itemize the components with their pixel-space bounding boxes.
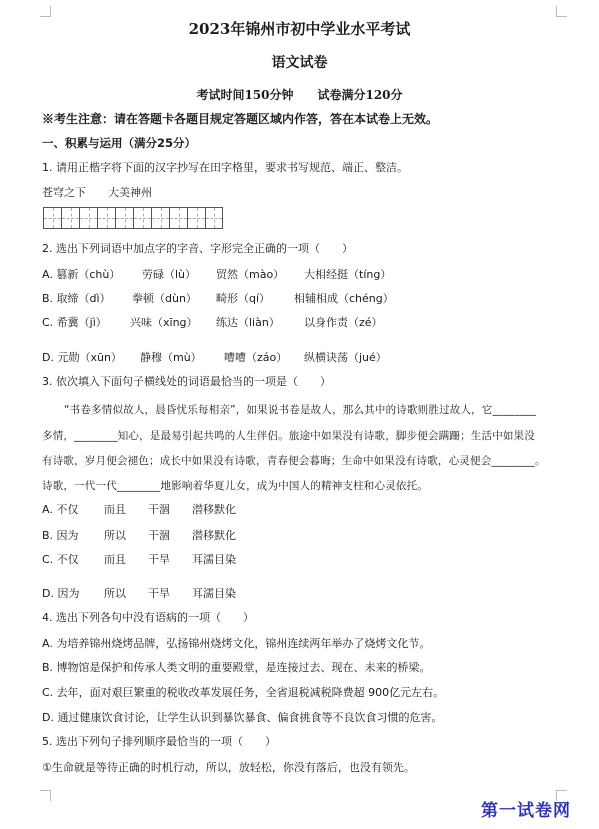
q2-option-a-4: 大相经挺（tíng）	[304, 268, 392, 281]
q2-option-d-2: 静穆（mù）	[140, 351, 202, 364]
q2-option-a-3: 贸然（mào）	[216, 268, 285, 281]
grid-cell[interactable]	[205, 207, 223, 229]
q2-option-c-4: 以身作责（zé）	[304, 316, 383, 329]
q3-option-d-1: D. 因为	[42, 587, 80, 600]
section-heading: 一、积累与运用（满分25分）	[42, 136, 197, 150]
q2-option-d-3: 嘈嘈（záo）	[224, 351, 288, 364]
q2-option-c-1: C. 希冀（jì）	[42, 316, 107, 329]
q3-option-a-1: A. 不仅	[42, 503, 79, 516]
exam-info: 考试时间150分钟 试卷满分120分	[196, 88, 403, 102]
q2-option-b-2: 拳顿（dùn）	[132, 292, 197, 305]
q2-option-d-4: 纵横诀荡（jué）	[304, 351, 387, 364]
q3-option-b-1: B. 因为	[42, 529, 79, 542]
q3-option-a-2: 而且	[104, 503, 126, 516]
q3-passage-line-2: 多情，________知心，是最易引起共鸣的人生伴侣。旅途中如果没有诗歌，脚步便会蹒跚；生活中如果没	[42, 430, 535, 442]
q3-passage-line-1: “书卷多情似故人，晨昏忧乐每相亲”，如果说书卷是故人，那么其中的诗歌则胜过故人，它________	[64, 404, 537, 416]
watermark-logo: 第一试卷网	[481, 801, 571, 821]
question-4-stem: 4. 选出下列各句中没有语病的一项（ ）	[42, 611, 254, 624]
q2-option-b-1: B. 取缔（dì）	[42, 292, 111, 305]
question-2-stem: 2. 选出下列词语中加点字的字音、字形完全正确的一项（ ）	[42, 242, 353, 255]
crop-mark-bottom-left	[40, 790, 51, 801]
q3-option-c-2: 而且	[104, 553, 126, 566]
q2-option-c-3: 练达（liàn）	[216, 316, 280, 329]
exam-title: 2023年锦州市初中学业水平考试	[188, 20, 411, 38]
q2-option-b-3: 畸形（qí）	[216, 292, 271, 305]
q4-option-c: C. 去年，面对艰巨繁重的税收改革发展任务，全省退税减税降费超 900亿元左右。	[42, 686, 445, 699]
q2-option-c-2: 兴味（xīng）	[130, 316, 198, 329]
q3-passage-line-4: 诗歌，一代一代________地影响着华夏儿女，成为中国人的精神支柱和心灵依托。	[42, 480, 428, 492]
exam-subtitle: 语文试卷	[271, 55, 328, 71]
grid-cell[interactable]	[151, 207, 169, 229]
q3-passage-line-3: 有诗歌，岁月便会褪色；成长中如果没有诗歌，青春便会暮晦；生命中如果没有诗歌，心灵便会________。	[42, 455, 546, 467]
q4-option-d: D. 通过健康饮食讨论，让学生认识到暴饮暴食、偏食挑食等不良饮食习惯的危害。	[42, 711, 443, 724]
grid-cell[interactable]	[169, 207, 187, 229]
q3-option-b-2: 所以	[104, 529, 126, 542]
q3-option-a-3: 干涸	[148, 503, 170, 516]
q3-option-b-3: 干涸	[148, 529, 170, 542]
question-5-stem: 5. 选出下列句子排列顺序最恰当的一项（ ）	[42, 735, 276, 748]
grid-cell[interactable]	[187, 207, 205, 229]
q2-option-a-1: A. 篡新（chù）	[42, 268, 121, 281]
question-1-stem: 1. 请用正楷字将下面的汉字抄写在田字格里，要求书写规范、端正、整洁。	[42, 161, 408, 174]
question-1-phrase: 苍穹之下 大美神州	[42, 186, 152, 199]
grid-cell[interactable]	[61, 207, 79, 229]
q2-option-a-2: 劳碌（lù）	[142, 268, 197, 281]
q3-option-a-4: 潜移默化	[192, 503, 236, 516]
q3-option-d-2: 所以	[104, 587, 126, 600]
q3-option-b-4: 潜移默化	[192, 529, 236, 542]
crop-mark-top-left	[40, 6, 51, 17]
q3-option-d-3: 干旱	[148, 587, 170, 600]
q2-option-b-4: 相辅相成（chéng）	[294, 292, 394, 305]
q5-sentence-1: ①生命就是等待正确的时机行动，所以，放轻松，你没有落后，也没有领先。	[42, 761, 415, 774]
q3-option-c-4: 耳濡目染	[192, 553, 236, 566]
q3-option-c-1: C. 不仅	[42, 553, 79, 566]
q3-option-c-3: 干旱	[148, 553, 170, 566]
q2-option-d-1: D. 元勋（xūn）	[42, 351, 122, 364]
q4-option-a: A. 为培养锦州烧烤品牌，弘扬锦州烧烤文化，锦州连续两年举办了烧烤文化节。	[42, 637, 431, 650]
grid-cell[interactable]	[79, 207, 97, 229]
q3-option-d-4: 耳濡目染	[192, 587, 236, 600]
question-3-stem: 3. 依次填入下面句子横线处的词语最恰当的一项是（ ）	[42, 375, 331, 388]
grid-cell[interactable]	[115, 207, 133, 229]
grid-cell[interactable]	[43, 207, 61, 229]
q4-option-b: B. 博物馆是保护和传承人类文明的重要殿堂，是连接过去、现在、未来的桥梁。	[42, 661, 431, 674]
exam-notice: ※考生注意：请在答题卡各题目规定答题区域内作答，答在本试卷上无效。	[42, 112, 439, 126]
grid-cell[interactable]	[133, 207, 151, 229]
grid-cell[interactable]	[97, 207, 115, 229]
crop-mark-top-right	[556, 6, 567, 17]
writing-grid[interactable]	[43, 207, 223, 229]
